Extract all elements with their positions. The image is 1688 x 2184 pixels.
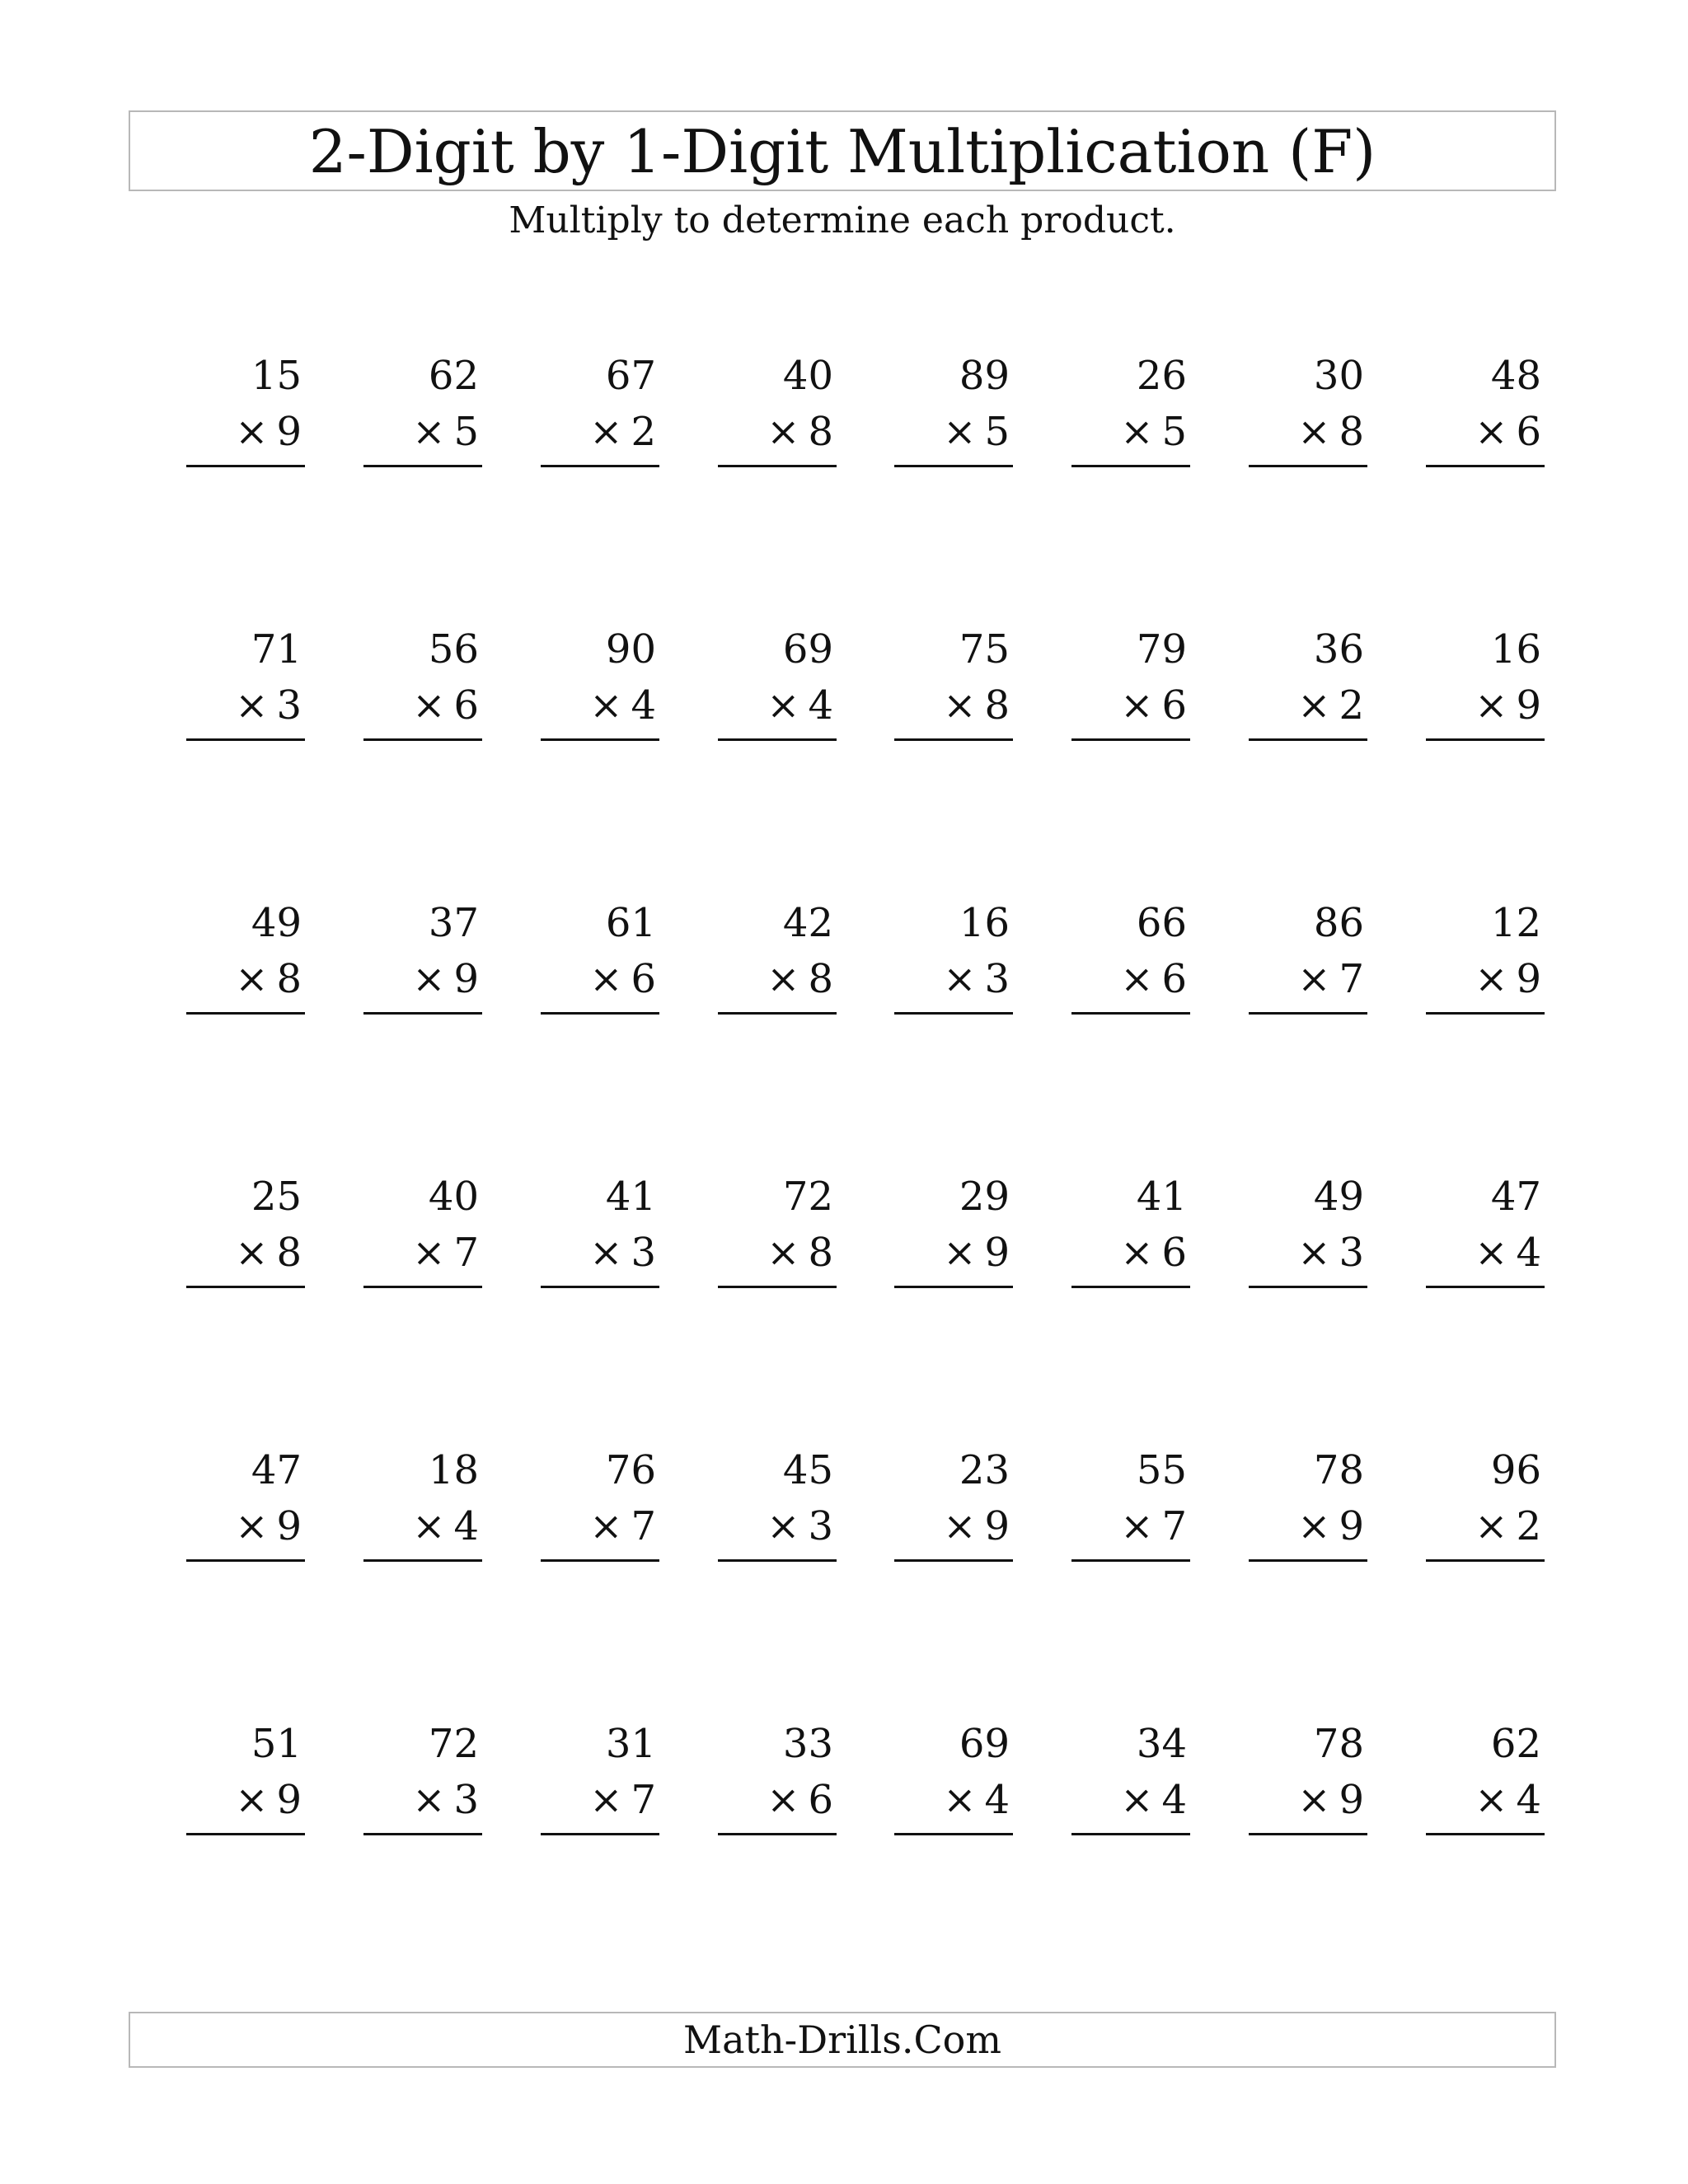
answer-line	[894, 465, 1013, 467]
problem-item	[718, 1174, 837, 1301]
multiplier: 9	[1339, 1503, 1364, 1549]
answer-line	[541, 1833, 659, 1835]
multiplier: 8	[276, 1230, 302, 1276]
problem-item	[186, 900, 305, 1027]
multiplicand: 96	[1490, 1447, 1541, 1493]
multiplier: 9	[276, 1503, 302, 1549]
multiplier: 4	[808, 682, 833, 729]
times-sign: ×	[1297, 1777, 1331, 1823]
multiplier-row	[1120, 1777, 1187, 1823]
multiplier-row	[943, 409, 1010, 455]
times-sign: ×	[1475, 409, 1508, 455]
answer-line	[1071, 1286, 1190, 1288]
multiplier-row	[235, 409, 302, 455]
problem-item	[541, 900, 659, 1027]
multiplicand: 78	[1313, 1447, 1364, 1493]
multiplier: 8	[984, 682, 1010, 729]
multiplier-row	[412, 1230, 479, 1276]
times-sign: ×	[1297, 1503, 1331, 1549]
problem-item	[718, 626, 837, 753]
multiplicand: 15	[251, 353, 302, 399]
multiplicand: 47	[251, 1447, 302, 1493]
times-sign: ×	[235, 1230, 269, 1276]
problem-item	[363, 353, 482, 480]
multiplicand: 78	[1313, 1721, 1364, 1767]
multiplier-row	[412, 1503, 479, 1549]
times-sign: ×	[1475, 956, 1508, 1002]
multiplier: 9	[453, 956, 479, 1002]
multiplier-row	[767, 409, 833, 455]
times-sign: ×	[589, 1230, 623, 1276]
multiplicand: 49	[251, 900, 302, 946]
problem-item	[894, 1721, 1013, 1848]
multiplicand: 45	[782, 1447, 833, 1493]
multiplier: 4	[1161, 1777, 1187, 1823]
multiplier-row	[235, 1230, 302, 1276]
times-sign: ×	[767, 1503, 800, 1549]
multiplier: 8	[276, 956, 302, 1002]
problem-item	[894, 1447, 1013, 1574]
problem-item	[1249, 1447, 1367, 1574]
multiplier: 9	[984, 1503, 1010, 1549]
times-sign: ×	[235, 1503, 269, 1549]
multiplier: 6	[1161, 956, 1187, 1002]
answer-line	[894, 1286, 1013, 1288]
multiplicand: 37	[428, 900, 479, 946]
answer-line	[1071, 1559, 1190, 1562]
multiplicand: 36	[1313, 626, 1364, 673]
multiplier: 6	[1161, 682, 1187, 729]
multiplier-row	[589, 409, 656, 455]
times-sign: ×	[1120, 409, 1154, 455]
times-sign: ×	[235, 956, 269, 1002]
answer-line	[363, 1012, 482, 1015]
times-sign: ×	[1120, 1777, 1154, 1823]
multiplier-row	[1120, 1230, 1187, 1276]
multiplier: 6	[1516, 409, 1541, 455]
multiplier-row	[943, 956, 1010, 1002]
multiplicand: 79	[1136, 626, 1187, 673]
multiplicand: 42	[782, 900, 833, 946]
problem-item	[1071, 626, 1190, 753]
times-sign: ×	[1475, 1777, 1508, 1823]
multiplier: 7	[631, 1777, 656, 1823]
multiplier: 5	[453, 409, 479, 455]
multiplier: 8	[808, 409, 833, 455]
multiplicand: 51	[251, 1721, 302, 1767]
multiplier-row	[1297, 1230, 1364, 1276]
multiplier-row	[943, 1777, 1010, 1823]
multiplier-row	[943, 1503, 1010, 1549]
times-sign: ×	[589, 682, 623, 729]
problem-item	[186, 626, 305, 753]
times-sign: ×	[589, 956, 623, 1002]
problem-item	[1249, 1174, 1367, 1301]
multiplier: 6	[453, 682, 479, 729]
problem-item	[1071, 1174, 1190, 1301]
problem-item	[1426, 353, 1545, 480]
answer-line	[1426, 1559, 1545, 1562]
answer-line	[1249, 1833, 1367, 1835]
answer-line	[541, 1286, 659, 1288]
answer-line	[363, 465, 482, 467]
problem-item	[718, 1721, 837, 1848]
answer-line	[1426, 738, 1545, 741]
multiplier-row	[589, 956, 656, 1002]
answer-line	[186, 1559, 305, 1562]
multiplicand: 67	[605, 353, 656, 399]
answer-line	[1426, 1833, 1545, 1835]
multiplier: 3	[808, 1503, 833, 1549]
multiplier-row	[1120, 956, 1187, 1002]
times-sign: ×	[1120, 1230, 1154, 1276]
answer-line	[894, 1012, 1013, 1015]
times-sign: ×	[767, 956, 800, 1002]
answer-line	[186, 1286, 305, 1288]
answer-line	[541, 465, 659, 467]
answer-line	[718, 1833, 837, 1835]
times-sign: ×	[235, 1777, 269, 1823]
times-sign: ×	[1297, 1230, 1331, 1276]
times-sign: ×	[412, 1230, 446, 1276]
multiplier-row	[589, 1230, 656, 1276]
multiplicand: 69	[782, 626, 833, 673]
multiplier-row	[412, 682, 479, 729]
problem-item	[894, 353, 1013, 480]
problem-item	[1071, 1447, 1190, 1574]
times-sign: ×	[943, 409, 977, 455]
answer-line	[718, 1286, 837, 1288]
multiplier: 3	[1339, 1230, 1364, 1276]
answer-line	[186, 465, 305, 467]
problem-item	[363, 1721, 482, 1848]
multiplier: 2	[1339, 682, 1364, 729]
times-sign: ×	[589, 1503, 623, 1549]
answer-line	[1071, 738, 1190, 741]
problem-item	[363, 1447, 482, 1574]
problem-item	[894, 626, 1013, 753]
multiplicand: 40	[782, 353, 833, 399]
multiplier-row	[767, 956, 833, 1002]
times-sign: ×	[235, 409, 269, 455]
answer-line	[541, 1559, 659, 1562]
multiplicand: 48	[1490, 353, 1541, 399]
times-sign: ×	[943, 1503, 977, 1549]
multiplier: 9	[1516, 956, 1541, 1002]
multiplier-row	[1297, 409, 1364, 455]
problem-item	[894, 900, 1013, 1027]
multiplicand: 66	[1136, 900, 1187, 946]
multiplier: 9	[984, 1230, 1010, 1276]
times-sign: ×	[1297, 682, 1331, 729]
multiplier: 7	[631, 1503, 656, 1549]
answer-line	[363, 738, 482, 741]
answer-line	[894, 738, 1013, 741]
footer-text: Math-Drills.Com	[683, 2018, 1001, 2062]
multiplier: 6	[631, 956, 656, 1002]
problem-item	[541, 1721, 659, 1848]
multiplicand: 25	[251, 1174, 302, 1220]
multiplicand: 33	[782, 1721, 833, 1767]
multiplier-row	[1475, 1777, 1541, 1823]
problem-item	[1426, 1447, 1545, 1574]
multiplier: 6	[808, 1777, 833, 1823]
answer-line	[1249, 1012, 1367, 1015]
multiplicand: 41	[1136, 1174, 1187, 1220]
multiplier: 8	[1339, 409, 1364, 455]
times-sign: ×	[943, 1230, 977, 1276]
multiplicand: 47	[1490, 1174, 1541, 1220]
answer-line	[894, 1559, 1013, 1562]
instructions-text: Multiply to determine each product.	[509, 199, 1176, 241]
problem-item	[541, 626, 659, 753]
times-sign: ×	[1297, 409, 1331, 455]
times-sign: ×	[767, 1230, 800, 1276]
problem-item	[894, 1174, 1013, 1301]
times-sign: ×	[943, 956, 977, 1002]
answer-line	[186, 738, 305, 741]
multiplier-row	[589, 1503, 656, 1549]
times-sign: ×	[589, 1777, 623, 1823]
times-sign: ×	[1475, 1503, 1508, 1549]
answer-line	[186, 1833, 305, 1835]
problem-item	[1071, 1721, 1190, 1848]
answer-line	[718, 1012, 837, 1015]
multiplier-row	[1475, 409, 1541, 455]
times-sign: ×	[1120, 682, 1154, 729]
multiplier: 4	[1516, 1230, 1541, 1276]
times-sign: ×	[412, 1503, 446, 1549]
times-sign: ×	[1120, 956, 1154, 1002]
multiplier-row	[1120, 682, 1187, 729]
multiplier-row	[235, 1503, 302, 1549]
multiplier: 8	[808, 1230, 833, 1276]
multiplier: 2	[631, 409, 656, 455]
answer-line	[541, 1012, 659, 1015]
problem-item	[718, 353, 837, 480]
problem-item	[1249, 353, 1367, 480]
multiplier-row	[767, 682, 833, 729]
multiplier-row	[767, 1503, 833, 1549]
multiplier: 4	[984, 1777, 1010, 1823]
multiplicand: 23	[959, 1447, 1010, 1493]
multiplier: 6	[1161, 1230, 1187, 1276]
problem-item	[363, 900, 482, 1027]
times-sign: ×	[767, 409, 800, 455]
multiplier-row	[767, 1777, 833, 1823]
multiplicand: 30	[1313, 353, 1364, 399]
multiplicand: 89	[959, 353, 1010, 399]
multiplier: 3	[984, 956, 1010, 1002]
multiplier: 7	[1161, 1503, 1187, 1549]
multiplier: 4	[453, 1503, 479, 1549]
multiplicand: 29	[959, 1174, 1010, 1220]
times-sign: ×	[589, 409, 623, 455]
problem-item	[186, 1447, 305, 1574]
problem-item	[541, 1447, 659, 1574]
multiplier-row	[1475, 956, 1541, 1002]
multiplicand: 62	[1490, 1721, 1541, 1767]
problem-item	[718, 1447, 837, 1574]
multiplicand: 34	[1136, 1721, 1187, 1767]
multiplier-row	[589, 682, 656, 729]
multiplier: 9	[276, 409, 302, 455]
multiplier-row	[1475, 682, 1541, 729]
footer-box	[129, 2012, 1556, 2068]
multiplier-row	[943, 1230, 1010, 1276]
answer-line	[1426, 1286, 1545, 1288]
multiplier-row	[1297, 1777, 1364, 1823]
multiplier: 9	[1516, 682, 1541, 729]
multiplicand: 61	[605, 900, 656, 946]
multiplier: 3	[453, 1777, 479, 1823]
multiplier-row	[1120, 1503, 1187, 1549]
answer-line	[1249, 738, 1367, 741]
answer-line	[894, 1833, 1013, 1835]
multiplicand: 71	[251, 626, 302, 673]
multiplicand: 12	[1490, 900, 1541, 946]
times-sign: ×	[1475, 1230, 1508, 1276]
times-sign: ×	[412, 682, 446, 729]
multiplier: 2	[1516, 1503, 1541, 1549]
multiplier: 5	[984, 409, 1010, 455]
times-sign: ×	[943, 1777, 977, 1823]
times-sign: ×	[1297, 956, 1331, 1002]
answer-line	[1426, 465, 1545, 467]
multiplier-row	[943, 682, 1010, 729]
answer-line	[363, 1833, 482, 1835]
multiplicand: 55	[1136, 1447, 1187, 1493]
problem-item	[1426, 1174, 1545, 1301]
multiplicand: 16	[959, 900, 1010, 946]
multiplicand: 72	[428, 1721, 479, 1767]
answer-line	[1249, 1286, 1367, 1288]
problem-item	[1426, 1721, 1545, 1848]
multiplicand: 18	[428, 1447, 479, 1493]
answer-line	[1071, 1012, 1190, 1015]
multiplicand: 69	[959, 1721, 1010, 1767]
times-sign: ×	[767, 682, 800, 729]
multiplier-row	[1120, 409, 1187, 455]
times-sign: ×	[235, 682, 269, 729]
answer-line	[1249, 465, 1367, 467]
multiplier: 4	[631, 682, 656, 729]
multiplier-row	[1475, 1503, 1541, 1549]
multiplier: 3	[631, 1230, 656, 1276]
multiplicand: 72	[782, 1174, 833, 1220]
multiplier-row	[767, 1230, 833, 1276]
multiplicand: 62	[428, 353, 479, 399]
answer-line	[718, 1559, 837, 1562]
times-sign: ×	[412, 956, 446, 1002]
multiplicand: 90	[605, 626, 656, 673]
multiplicand: 31	[605, 1721, 656, 1767]
problem-item	[363, 626, 482, 753]
page-title: 2-Digit by 1-Digit Multiplication (F)	[308, 117, 1376, 186]
problem-item	[1071, 353, 1190, 480]
problem-item	[1249, 1721, 1367, 1848]
multiplier-row	[235, 1777, 302, 1823]
multiplicand: 56	[428, 626, 479, 673]
problem-item	[1249, 900, 1367, 1027]
multiplier: 7	[1339, 956, 1364, 1002]
problem-item	[1426, 900, 1545, 1027]
problem-item	[541, 353, 659, 480]
times-sign: ×	[943, 682, 977, 729]
multiplier-row	[1297, 956, 1364, 1002]
multiplier: 9	[276, 1777, 302, 1823]
problem-item	[186, 353, 305, 480]
multiplier-row	[235, 682, 302, 729]
times-sign: ×	[412, 409, 446, 455]
multiplicand: 40	[428, 1174, 479, 1220]
multiplicand: 86	[1313, 900, 1364, 946]
multiplier-row	[1297, 1503, 1364, 1549]
multiplicand: 26	[1136, 353, 1187, 399]
times-sign: ×	[767, 1777, 800, 1823]
multiplier-row	[235, 956, 302, 1002]
multiplicand: 49	[1313, 1174, 1364, 1220]
multiplier: 9	[1339, 1777, 1364, 1823]
times-sign: ×	[412, 1777, 446, 1823]
multiplier: 8	[808, 956, 833, 1002]
problem-item	[1071, 900, 1190, 1027]
multiplier: 4	[1516, 1777, 1541, 1823]
multiplier-row	[412, 1777, 479, 1823]
multiplicand: 76	[605, 1447, 656, 1493]
multiplier-row	[1297, 682, 1364, 729]
answer-line	[541, 738, 659, 741]
times-sign: ×	[1120, 1503, 1154, 1549]
problem-item	[363, 1174, 482, 1301]
problem-item	[186, 1721, 305, 1848]
multiplier-row	[412, 409, 479, 455]
multiplier-row	[412, 956, 479, 1002]
problem-item	[541, 1174, 659, 1301]
problem-item	[1249, 626, 1367, 753]
answer-line	[1071, 1833, 1190, 1835]
answer-line	[718, 738, 837, 741]
answer-line	[363, 1559, 482, 1562]
multiplier: 7	[453, 1230, 479, 1276]
problem-item	[718, 900, 837, 1027]
multiplier-row	[1475, 1230, 1541, 1276]
multiplier: 3	[276, 682, 302, 729]
times-sign: ×	[1475, 682, 1508, 729]
multiplicand: 16	[1490, 626, 1541, 673]
multiplicand: 75	[959, 626, 1010, 673]
problem-item	[186, 1174, 305, 1301]
multiplier: 5	[1161, 409, 1187, 455]
answer-line	[1426, 1012, 1545, 1015]
multiplier-row	[589, 1777, 656, 1823]
multiplicand: 41	[605, 1174, 656, 1220]
answer-line	[186, 1012, 305, 1015]
answer-line	[363, 1286, 482, 1288]
answer-line	[1249, 1559, 1367, 1562]
answer-line	[718, 465, 837, 467]
problem-item	[1426, 626, 1545, 753]
answer-line	[1071, 465, 1190, 467]
